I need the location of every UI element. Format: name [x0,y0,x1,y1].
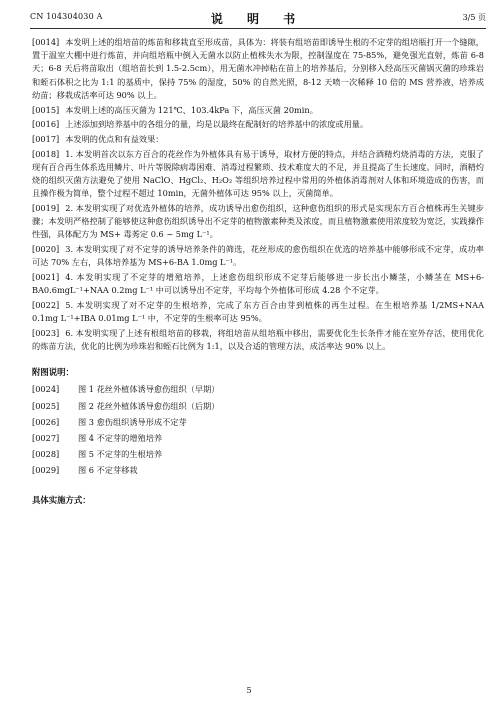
paragraph-number: [0021] [32,271,60,282]
paragraph-number: [0023] [32,327,60,338]
paragraph-number: [0020] [32,244,60,255]
paragraph-number: [0018] [32,148,60,159]
paragraph-0022 [32,299,484,325]
figure-item-0027 [32,432,484,445]
figure-item-0029 [32,464,484,477]
paragraph-number: [0014] [32,37,60,47]
paragraph-text: 上述添加到培养基中的各组分的量，均是以最终在配制好的培养基中的浓度或用量。 [65,119,369,130]
paragraph-text: 5. 本发明实现了对不定芽的生根培养，完成了东方百合由芽到植株的再生过程。在生根培养基 1/2MS+NAA 0.1mg L⁻¹+IBA 0.01mg L⁻¹ 中，不定芽的生根率可达 95%。 [32,299,484,324]
paragraph-number: [0022] [32,299,60,310]
paragraph-number: [0019] [32,202,60,213]
figure-item-0024 [32,383,484,396]
paragraph-number: [0015] [32,104,60,115]
paragraph-number: [0028] [32,449,60,460]
paragraph-0020 [32,243,484,269]
paragraph-text: 本发明上述的组培苗的炼苗和移栽直至形成苗，具体为：将装有组培苗即诱导生根的不定芽的组培瓶打开一个缝隙，置于温室大棚中进行炼苗，并向组培瓶中倒入无菌水以防止植株失水为限，控制湿度在 75-85%，避免强光直射，炼苗 6-8 天；6-8 天后将苗取出（组培苗长到 1.5-2.5cm），用无菌水冲掉粘在苗上的培养基后，分别移入经高压灭菌锅灭菌的珍珠岩和蛭石体积之比为 1:1 的基质中，保持 75% 的湿度，50% 的自然光照，8-12 天喷一次稀释 10 倍的 MS 营养液，培养成幼苗；移栽成活率可达 90% 以上。 [32,37,484,100]
paragraph-0021 [32,271,484,297]
implementation-section-title: 具体实施方式： [32,494,91,505]
paragraph-0017 [32,133,484,146]
paragraph-text: 本发明上述的高压灭菌为 121℃、103.4kPa 下，高压灭菌 20min。 [65,104,318,115]
paragraph-number: [0025] [32,400,60,411]
figures-section-title: 附图说明： [32,367,74,378]
paragraph-0023 [32,327,484,353]
paragraph-0015 [32,104,484,117]
paragraph-0018 [32,148,484,201]
figure-caption: 图 4 不定芽的增殖培养 [78,432,163,443]
paragraph-0019 [32,202,484,242]
document-body [32,36,484,511]
paragraph-number: [0029] [32,465,60,476]
paragraph-number: [0026] [32,416,60,427]
figure-item-0026 [32,416,484,429]
paragraph-text: 6. 本发明实现了上述有根组培苗的移栽，将组培苗从组培瓶中移出，需要优化生长条件才能在室外存活，使用优化的炼苗方法，优化的比例为珍珠岩和蛭石比例为 1:1，以及合适的管理方法，成活率达 90% 以上。 [32,327,484,351]
figure-item-0028 [32,448,484,461]
paragraph-text: 本发明的优点和有益效果： [65,133,164,144]
document-title: 说 明 书 [210,12,306,26]
header-divider [30,28,486,29]
figure-caption: 图 3 愈伤组织诱导形成不定芽 [78,416,187,427]
figure-caption: 图 2 花丝外植体诱导愈伤组织（后期） [78,400,220,411]
paragraph-text: 1. 本发明首次以东方百合的花丝作为外植体具有易于诱导，取材方便的特点，并结合酒精灼烧消毒的方法，克服了现有百合再生体系选用鳞片、叶片等脱除病毒困难、消毒过程繁琐、技术难度大的不足，并且提高了生长速度。同时，酒精灼烧的组织灭菌方法避免了使用 NaClO、HgCl₂、H₂O₂ 等组织培养过程中常用的外植体消毒剂对人体和环境造成的伤害，而且操作极为简单，整个过程不超过 10min，无菌外植体可达 95% 以上，灭菌简单。 [32,148,484,199]
figure-caption: 图 6 不定芽移栽 [78,465,138,476]
figure-item-0025 [32,400,484,413]
page-header [30,10,486,28]
paragraph-number: [0024] [32,384,60,395]
paragraph-number: [0017] [32,133,60,144]
page-number: 5 [246,686,252,695]
paragraph-0014 [32,36,484,102]
figure-caption: 图 1 花丝外植体诱导愈伤组织（早期） [78,384,220,395]
paragraph-text: 2. 本发明实现了对优选外植体的培养，成功诱导出愈伤组织，这种愈伤组织的形式是实现东方百合植株再生关键步骤；本发明严格控制了能够使这种愈伤组织诱导出不定芽的植物激素种类及浓度，而且植物激素使用浓度较为宽泛，实践操作性强，具体配方为 MS+ 毒莠定 0.6 ~ 5mg L⁻¹。 [32,202,484,240]
paragraph-number: [0027] [32,432,60,443]
paragraph-number: [0016] [32,119,60,130]
paragraph-text: 4. 本发明实现了不定芽的增殖培养，上述愈伤组织形成不定芽后能够进一步长出小鳞茎，小鳞茎在 MS+6-BA0.6mgL⁻¹+NAA 0.2mg L⁻¹ 中可以诱导出不定芽，平均每个外植体可形成 4.28 个不定芽。 [32,271,484,296]
paragraph-text: 3. 本发明实现了对不定芽的诱导培养条件的筛选，花丝形成的愈伤组织在优选的培养基中能够形成不定芽，成功率可达 70% 左右，具体培养基为 MS+6-BA 1.0mg L⁻¹。 [32,244,484,268]
figure-caption: 图 5 不定芽的生根培养 [78,449,163,460]
patent-number: CN 104304030 A [30,12,103,21]
paragraph-0016 [32,118,484,131]
page-indicator: 3/5 页 [462,13,486,22]
